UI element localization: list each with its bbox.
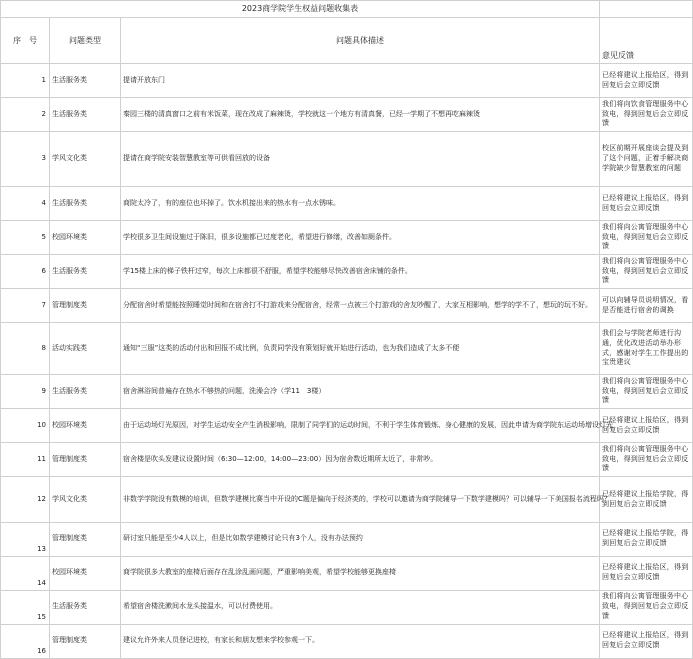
table-row <box>1 625 693 659</box>
title-row <box>1 1 693 18</box>
header-row <box>1 18 693 64</box>
row-description: 提请开放东门 <box>121 64 600 98</box>
row-seq: 9 <box>1 375 50 409</box>
row-description: 商学院很多大教室的座椅后面存在乱涂乱画问题，严重影响美观，希望学校能够更换座椅 <box>121 557 600 591</box>
row-seq: 12 <box>1 477 50 523</box>
table-row <box>1 591 693 625</box>
row-category: 生活服务类 <box>50 375 121 409</box>
row-category: 生活服务类 <box>50 98 121 132</box>
row-reply: 已经将建议上报给区，得到回复后会立即反馈 <box>600 557 693 591</box>
row-reply: 已经将建议上报给区，得到回复后会立即反馈 <box>600 409 693 443</box>
row-seq: 3 <box>1 132 50 187</box>
row-category: 校园环境类 <box>50 409 121 443</box>
row-category: 生活服务类 <box>50 64 121 98</box>
row-reply: 我们将向公寓管理服务中心致电，得到回复后会立即反馈 <box>600 591 693 625</box>
row-description: 研讨室只能是至少4人以上，但是比如数学建模讨论只有3个人，没有办法预约 <box>121 523 600 557</box>
row-description: 学校很多卫生间设施过于陈旧，很多设施都已过度老化，希望进行修缮，改善如厕条件。 <box>121 221 600 255</box>
row-reply: 我们将向公寓管理服务中心致电，得到回复后会立即反馈 <box>600 375 693 409</box>
row-category: 生活服务类 <box>50 187 121 221</box>
title-blank-cell <box>600 1 693 18</box>
row-description: 学15楼上床的梯子铁杆过窄，每次上床都很不舒服，希望学校能够尽快改善宿舍床铺的条件。 <box>121 255 600 289</box>
row-category: 管理制度类 <box>50 289 121 323</box>
row-reply: 已经将建议上报给区，得到回复后会立即反馈 <box>600 64 693 98</box>
row-seq: 13 <box>1 523 50 557</box>
sheet-title: 2023商学院学生权益问题收集表 <box>1 1 600 18</box>
row-category: 校园环境类 <box>50 221 121 255</box>
row-description: 希望宿舍楼洗漱间水龙头接温水，可以付费使用。 <box>121 591 600 625</box>
table-row <box>1 187 693 221</box>
table-row <box>1 289 693 323</box>
table-row <box>1 98 693 132</box>
row-category: 校园环境类 <box>50 557 121 591</box>
table-row <box>1 323 693 375</box>
row-seq: 4 <box>1 187 50 221</box>
row-seq: 11 <box>1 443 50 477</box>
header-reply: 意见反馈 <box>600 18 693 64</box>
row-description: 分配宿舍时希望能按照睡觉时间和在宿舍打不打游戏来分配宿舍，经常一点被三个打游戏的舍友吵醒了，大家互相影响，想学的学不了，想玩的玩不好。 <box>121 289 600 323</box>
table-row <box>1 375 693 409</box>
row-seq: 2 <box>1 98 50 132</box>
row-category: 活动实践类 <box>50 323 121 375</box>
table-row <box>1 523 693 557</box>
row-seq: 15 <box>1 591 50 625</box>
table-row <box>1 255 693 289</box>
row-seq: 14 <box>1 557 50 591</box>
row-seq: 5 <box>1 221 50 255</box>
header-seq: 序 号 <box>1 18 50 64</box>
row-reply: 我们将向公寓管理服务中心致电，得到回复后会立即反馈 <box>600 255 693 289</box>
table-row <box>1 557 693 591</box>
row-seq: 8 <box>1 323 50 375</box>
header-description: 问题具体描述 <box>121 18 600 64</box>
row-description: 建议允许外来人员登记进校，有家长和朋友想来学校参观一下。 <box>121 625 600 659</box>
row-reply: 我们将向饮食管理服务中心致电，得到回复后会立即反馈 <box>600 98 693 132</box>
row-description: 宿舍淋浴间普遍存在热水不够热的问题，洗澡会冷（学11 3楼） <box>121 375 600 409</box>
row-category: 学风文化类 <box>50 132 121 187</box>
table-row <box>1 477 693 523</box>
row-description: 商院太冷了，有的座位也坏掉了。饮水机接出来的热水有一点水锈味。 <box>121 187 600 221</box>
row-description: 宿舍楼是吹头发建议设置时间（6:30—12:00，14:00—23:00）因为宿舍数近期所太近了，非常吵。 <box>121 443 600 477</box>
row-reply: 已经将建议上报给区，得到回复后会立即反馈 <box>600 625 693 659</box>
table-row <box>1 443 693 477</box>
header-category: 问题类型 <box>50 18 121 64</box>
row-category: 管理制度类 <box>50 523 121 557</box>
row-description: 由于运动场灯光原因，对学生运动安全产生消极影响，限制了同学们的运动时间，不利于学生体育锻炼、身心健康的发展，因此申请为商学院东运动场增设灯光 <box>121 409 600 443</box>
row-reply: 我们会与学院老师进行沟通，优化改进活动举办形式，感谢对学生工作提出的宝贵建议 <box>600 323 693 375</box>
row-reply: 已经将建议上报给学院，得到回复后会立即反馈 <box>600 523 693 557</box>
row-reply: 已经将建议上报给学院，得到回复后会立即反馈 <box>600 477 693 523</box>
table-row <box>1 221 693 255</box>
row-description: 秦园三楼的清真窗口之前有米饭菜，现在改成了麻辣烫，学校就这一个地方有清真餐，已经一学期了不想再吃麻辣烫 <box>121 98 600 132</box>
row-category: 管理制度类 <box>50 625 121 659</box>
row-category: 生活服务类 <box>50 255 121 289</box>
row-reply: 校区前期开展座谈会提及到了这个问题，正着手解决商学院缺少智慧教室的问题 <box>600 132 693 187</box>
row-seq: 6 <box>1 255 50 289</box>
row-category: 生活服务类 <box>50 591 121 625</box>
row-reply: 我们将向公寓管理服务中心致电，得到回复后会立即反馈 <box>600 221 693 255</box>
table-row <box>1 64 693 98</box>
table-row <box>1 409 693 443</box>
row-seq: 1 <box>1 64 50 98</box>
row-description: 提请在商学院安装智慧教室等可供看回放的设备 <box>121 132 600 187</box>
row-category: 学风文化类 <box>50 477 121 523</box>
table-row <box>1 132 693 187</box>
row-seq: 10 <box>1 409 50 443</box>
row-category: 管理制度类 <box>50 443 121 477</box>
row-reply: 已经将建议上报给区，得到回复后会立即反馈 <box>600 187 693 221</box>
row-description: 非数学学院没有数模的培训，但数学建模比赛当中开设的C题是偏向于经济类的，学校可以邀请为商学院辅导一下数学建模吗？可以辅导一下美国报名流程吗？ <box>121 477 600 523</box>
row-seq: 16 <box>1 625 50 659</box>
row-description: 通知“三服”这类的活动付出和回报不成比例，负责同学没有策划好就开始进行活动，也为我们造成了太多不便 <box>121 323 600 375</box>
row-reply: 我们将向公寓管理服务中心致电，得到回复后会立即反馈 <box>600 443 693 477</box>
row-seq: 7 <box>1 289 50 323</box>
row-reply: 可以向辅导员说明情况，看是否能进行宿舍的调换 <box>600 289 693 323</box>
